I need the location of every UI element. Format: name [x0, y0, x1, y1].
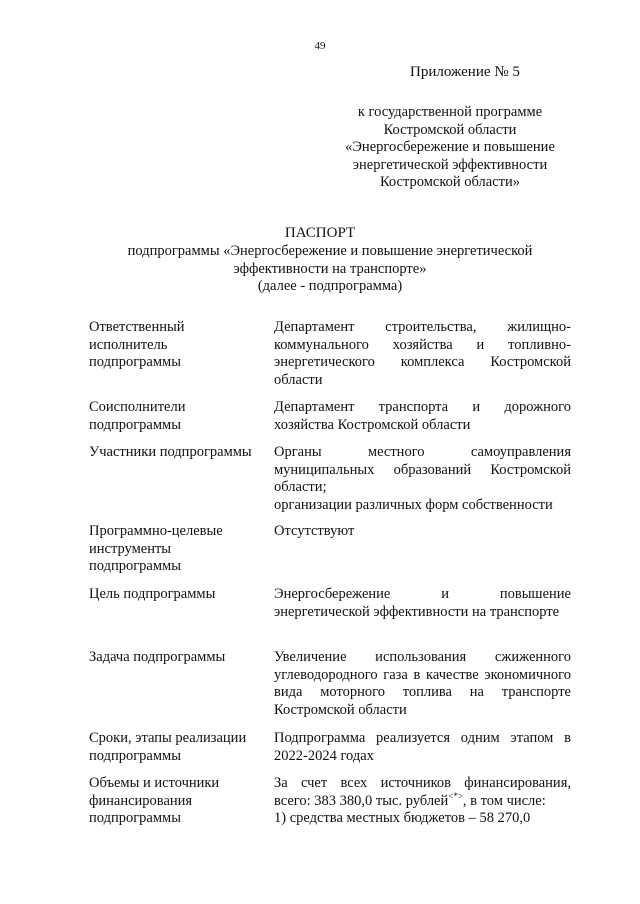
row-label: Цель подпрограммы	[89, 586, 216, 602]
row-label: Объемы и источники финансирования подпрограммы	[89, 775, 220, 827]
row-value-part: организации различных форм собственности	[274, 496, 553, 513]
appendix-ref-line: к государственной программе	[357, 104, 543, 120]
row-label: Соисполнители подпрограммы	[89, 399, 186, 433]
passport-subtitle-block	[110, 243, 550, 296]
financing-total-suffix: , в том числе:	[462, 792, 546, 809]
footnote-marker: <*>	[448, 790, 463, 801]
row-value-part: 1) средства местных бюджетов – 58 270,0	[274, 810, 531, 827]
row-value	[274, 444, 571, 514]
row-value: Подпрограмма реализуется одним этапом в 2022-2024 годах	[274, 730, 571, 764]
row-value: Департамент транспорта и дорожного хозяйства Костромской области	[274, 399, 571, 433]
row-value-part: Органы местного самоуправления муниципальных образований Костромской области;	[274, 444, 571, 496]
appendix-ref-line: Костромской области»	[379, 174, 520, 191]
row-value	[274, 775, 571, 828]
row-value-part	[274, 775, 571, 810]
row-label: Программно-целевые инструменты подпрограммы	[89, 523, 223, 575]
row-value: Увеличение использования сжиженного углеводородного газа в качестве экономичного вида моторного топлива на транспорте Костромской области	[274, 649, 571, 718]
row-label: Участники подпрограммы	[89, 444, 252, 460]
appendix-ref-line: энергетической эффективности	[352, 156, 548, 173]
row-label: Сроки, этапы реализации подпрограммы	[89, 730, 247, 764]
passport-note: (далее - подпрограмма)	[257, 278, 403, 295]
passport-heading: ПАСПОРТ	[284, 225, 356, 241]
appendix-title: Приложение № 5	[410, 64, 520, 80]
appendix-ref-line: Костромской области	[383, 121, 517, 138]
page-number: 49	[314, 40, 326, 52]
row-value: Отсутствуют	[274, 523, 355, 539]
row-value: Энергосбережение и повышение энергетической эффективности на транспорте	[274, 586, 571, 620]
appendix-ref-line: «Энергосбережение и повышение	[345, 139, 555, 156]
row-value: Департамент строительства, жилищно-коммунального хозяйства и топливно-энергетического комплекса Костромской области	[274, 319, 571, 388]
passport-subtitle: подпрограммы «Энергосбережение и повышение энергетической эффективности на транспорте»	[127, 243, 533, 277]
row-label: Задача подпрограммы	[89, 649, 226, 665]
row-label: Ответственный исполнитель подпрограммы	[89, 319, 185, 371]
appendix-reference	[330, 104, 570, 192]
financing-total-text: За счет всех источников финансирования, всего: 383 380,0 тыс. рублей	[274, 775, 571, 809]
